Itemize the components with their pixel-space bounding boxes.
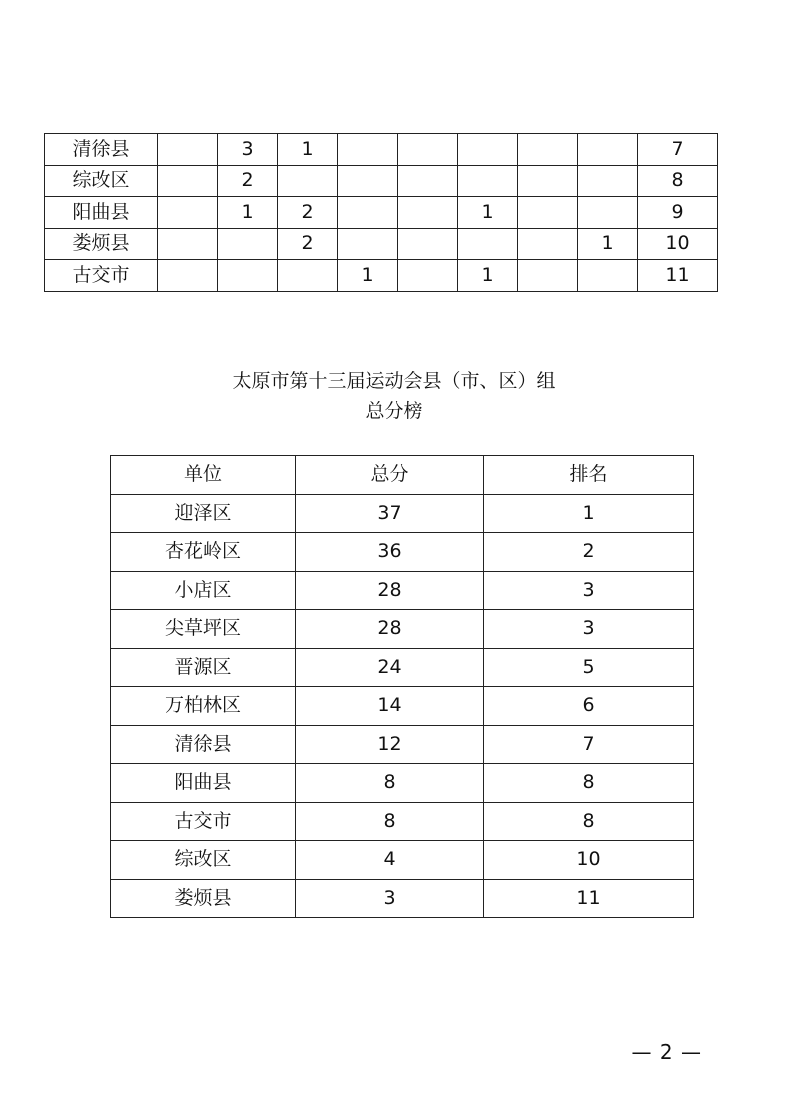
table-cell [338,228,398,260]
unit-cell: 万柏林区 [111,687,296,726]
table-row [111,687,694,726]
unit-cell: 阳曲县 [111,764,296,803]
rank-cell: 10 [484,841,694,880]
score-cell: 12 [296,725,484,764]
table-row [111,571,694,610]
score-cell: 28 [296,610,484,649]
header-total-score: 总分 [296,456,484,495]
rank-cell: 5 [484,648,694,687]
score-cell: 8 [296,802,484,841]
unit-cell: 古交市 [111,802,296,841]
standings-title-line2: 总分榜 [365,400,423,422]
table-row [111,610,694,649]
score-cell: 28 [296,571,484,610]
row-unit-name: 古交市 [45,260,158,292]
score-cell: 24 [296,648,484,687]
rank-cell: 3 [484,571,694,610]
page-number: — 2 — [631,1040,702,1064]
total-score-table [110,455,694,918]
table-row [45,134,718,166]
table-cell [158,260,218,292]
table-cell [218,260,278,292]
table-cell [518,197,578,229]
table-cell: 8 [638,165,718,197]
row-unit-name: 娄烦县 [45,228,158,260]
unit-cell: 综改区 [111,841,296,880]
table-cell [578,197,638,229]
rank-cell: 8 [484,802,694,841]
table-cell [398,260,458,292]
table-cell: 1 [578,228,638,260]
score-cell: 8 [296,764,484,803]
rank-cell: 1 [484,494,694,533]
table-cell [278,165,338,197]
unit-cell: 小店区 [111,571,296,610]
table-cell: 11 [638,260,718,292]
table-row [111,494,694,533]
table-row [111,725,694,764]
table-cell [218,228,278,260]
unit-cell: 迎泽区 [111,494,296,533]
table-cell [518,260,578,292]
rank-cell: 11 [484,879,694,918]
table-cell [578,165,638,197]
table-cell [518,165,578,197]
table-row [45,165,718,197]
table-cell [398,134,458,166]
table-cell: 1 [218,197,278,229]
rank-cell: 7 [484,725,694,764]
score-cell: 14 [296,687,484,726]
header-rank: 排名 [484,456,694,495]
table-cell: 2 [218,165,278,197]
table-cell: 2 [278,197,338,229]
table-cell [458,134,518,166]
score-cell: 36 [296,533,484,572]
rank-cell: 2 [484,533,694,572]
table-cell: 1 [278,134,338,166]
table-cell [398,197,458,229]
table-cell: 7 [638,134,718,166]
row-unit-name: 清徐县 [45,134,158,166]
table-cell: 3 [218,134,278,166]
table-cell [578,134,638,166]
table-cell [398,165,458,197]
table-row [111,841,694,880]
rank-cell: 8 [484,764,694,803]
unit-cell: 清徐县 [111,725,296,764]
table-cell: 9 [638,197,718,229]
table-cell: 1 [338,260,398,292]
table-row [111,648,694,687]
table-cell [338,134,398,166]
table-cell [518,134,578,166]
table-cell: 1 [458,260,518,292]
rank-cell: 3 [484,610,694,649]
header-unit: 单位 [111,456,296,495]
table-cell: 10 [638,228,718,260]
unit-cell: 尖草坪区 [111,610,296,649]
table-cell: 1 [458,197,518,229]
standings-title-line1: 太原市第十三届运动会县（市、区）组 [232,370,556,392]
table-cell [398,228,458,260]
table-cell [578,260,638,292]
unit-cell: 杏花岭区 [111,533,296,572]
table-cell [158,228,218,260]
unit-cell: 娄烦县 [111,879,296,918]
table-row [111,533,694,572]
table-cell [158,197,218,229]
table-header-row [111,456,694,495]
table-cell [338,165,398,197]
table-cell [338,197,398,229]
table-cell [518,228,578,260]
unit-cell: 晋源区 [111,648,296,687]
table-cell [278,260,338,292]
row-unit-name: 阳曲县 [45,197,158,229]
standings-title [0,366,788,426]
table-cell [158,165,218,197]
table-row [45,260,718,292]
table-cell [458,228,518,260]
table-cell [158,134,218,166]
table-row [45,197,718,229]
table-row [45,228,718,260]
table-cell: 2 [278,228,338,260]
score-cell: 4 [296,841,484,880]
table-row [111,802,694,841]
table-cell [458,165,518,197]
table-row [111,764,694,803]
medal-table-continued [44,133,718,292]
score-cell: 3 [296,879,484,918]
score-cell: 37 [296,494,484,533]
table-row [111,879,694,918]
rank-cell: 6 [484,687,694,726]
row-unit-name: 综改区 [45,165,158,197]
